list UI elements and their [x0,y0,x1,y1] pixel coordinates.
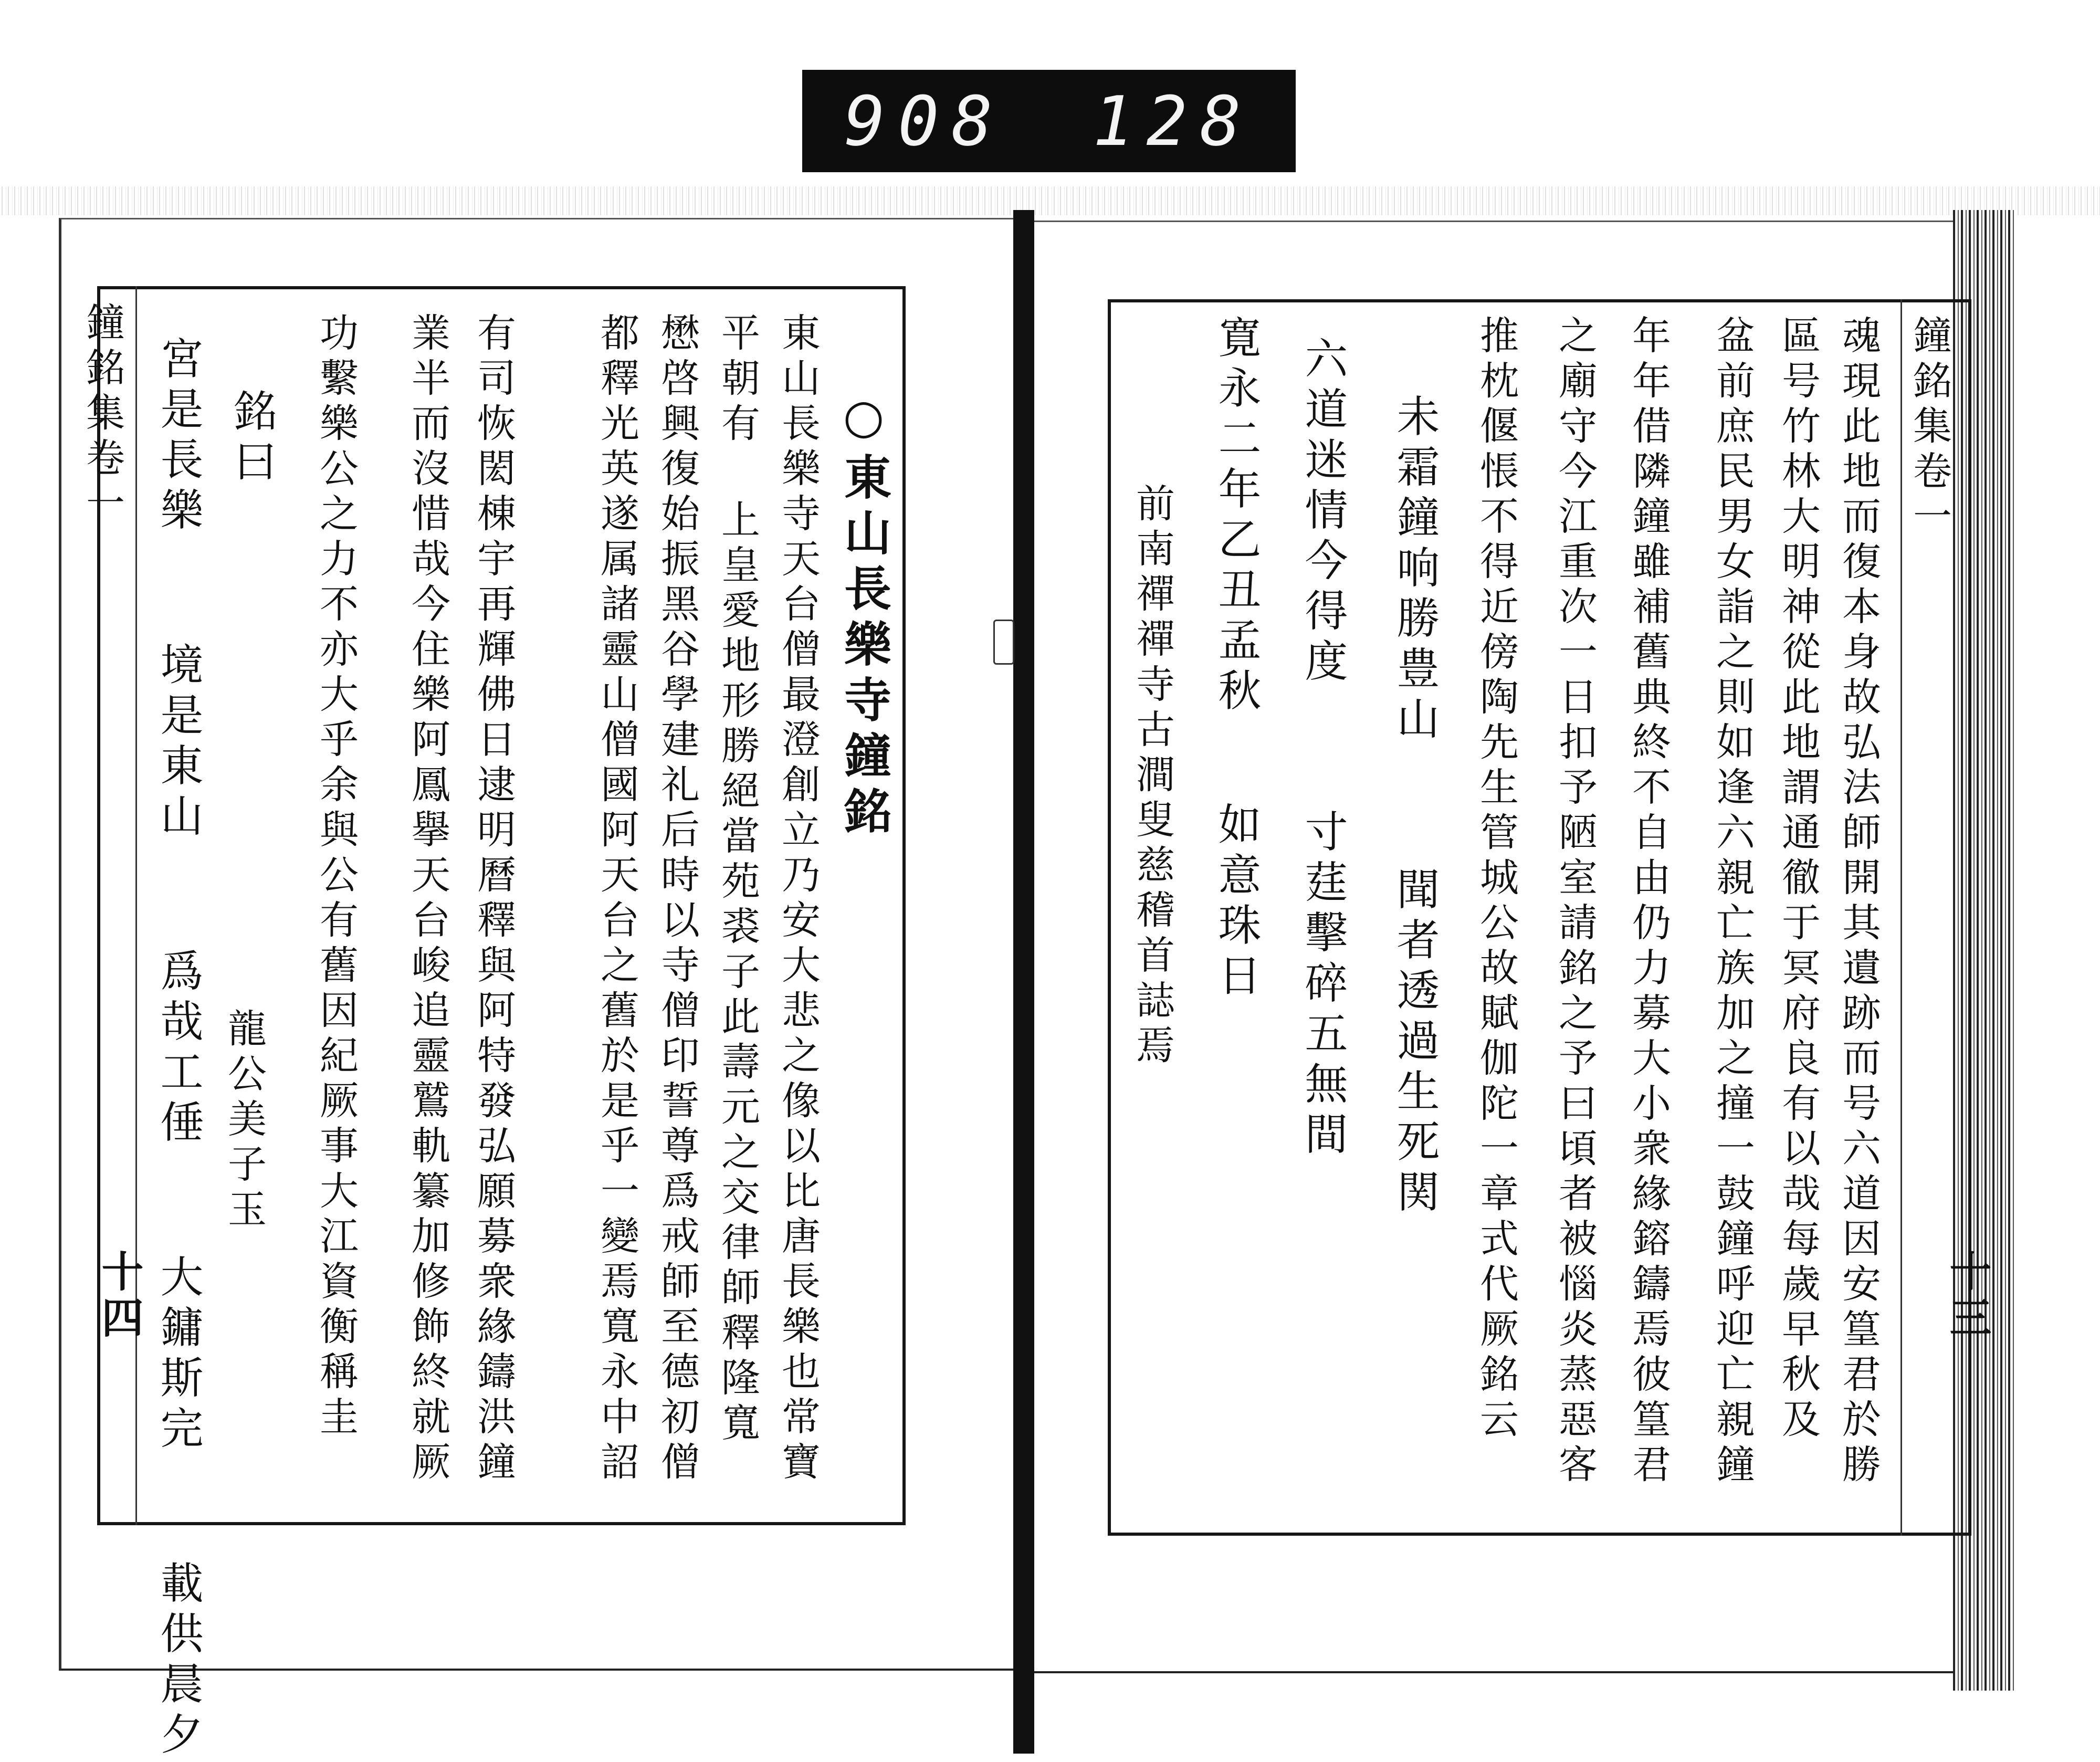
right-col-2: 區号竹林大明神從此地謂通徹于冥府良有以哉每歲早秋及 [1776,315,1821,1444]
right-col-3: 盆前庶民男女詣之則如逢六親亡族加之撞一鼓鐘呼迎亡親鐘 [1710,315,1755,1489]
left-col-7: 功繫樂公之力不亦大乎余與公有舊因紀厥事大江資衡稱圭 [313,312,359,1441]
left-col-inscription: 宮是長樂 境是東山 爲哉工倕 大鏞斯完 載供晨夕 [153,336,203,1762]
right-col-5: 之廟守今江重次一日扣予陋室請銘之予曰頃者被惱炎蒸惡客 [1552,315,1598,1489]
left-col-4: 都釋光英遂属諸靈山僧國阿天台之舊於是乎一變焉寬永中詔 [594,312,639,1486]
left-folio: 十四 [94,1250,144,1342]
scan-number-label [802,70,1296,172]
scan-number-left: 908 [844,81,1005,161]
left-col-author: 龍公美子玉 [222,1008,267,1234]
left-col-title: ○東山長樂寺鐘銘 [836,389,891,842]
book-binding [1013,210,1034,1754]
right-running-head: 鐘銘集卷一 [1907,315,1952,541]
scan-noise-band [0,186,2100,215]
right-col-signature: 前南禪禪寺古澗叟慈稽首誌焉 [1130,483,1175,1070]
right-col-date: 寛永二年乙丑孟秋 如意珠日 [1211,315,1261,1003]
left-col-inscription-heading: 銘曰 [227,389,277,489]
scan-number-right: 128 [1093,81,1254,161]
right-col-1: 魂現此地而復本身故弘法師開其遺跡而号六道因安篁君於勝 [1836,315,1881,1489]
right-col-verse-2: 六道迷情今得度 寸莛擊碎五無間 [1298,336,1348,1162]
left-running-head: 鐘銘集卷一 [80,302,125,528]
left-col-5: 有司恢閎棟宇再輝佛日逮明曆釋與阿特發弘願募衆緣鑄洪鐘 [471,312,516,1486]
binding-clip [993,620,1014,665]
right-col-6: 推枕偃悵不得近傍陶先生管城公故賦伽陀一章式代厥銘云 [1474,315,1519,1444]
left-col-1: 東山長樂寺天台僧最澄創立乃安大悲之像以比唐長樂也常寶 [775,312,821,1486]
right-page-inner-rule [1900,299,1902,1536]
left-col-2: 平朝有 上皇愛地形勝絕當苑裘子此壽元之交律師釋隆寬 [715,312,760,1448]
right-col-verse-1: 未霜鐘响勝豊山 聞者透過生死関 [1390,394,1440,1220]
left-col-6: 業半而沒惜哉今住樂阿鳳擧天台峻追靈鷲軌纂加修飾終就厥 [405,312,450,1486]
right-folio: 十三 [1942,1250,1992,1342]
left-col-3: 懋啓興復始振黑谷學建礼后時以寺僧印誓尊爲戒師至德初僧 [655,312,700,1486]
right-col-4: 年年借隣鐘雖補舊典終不自由仍力募大小衆緣鎔鑄焉彼篁君 [1626,315,1671,1489]
